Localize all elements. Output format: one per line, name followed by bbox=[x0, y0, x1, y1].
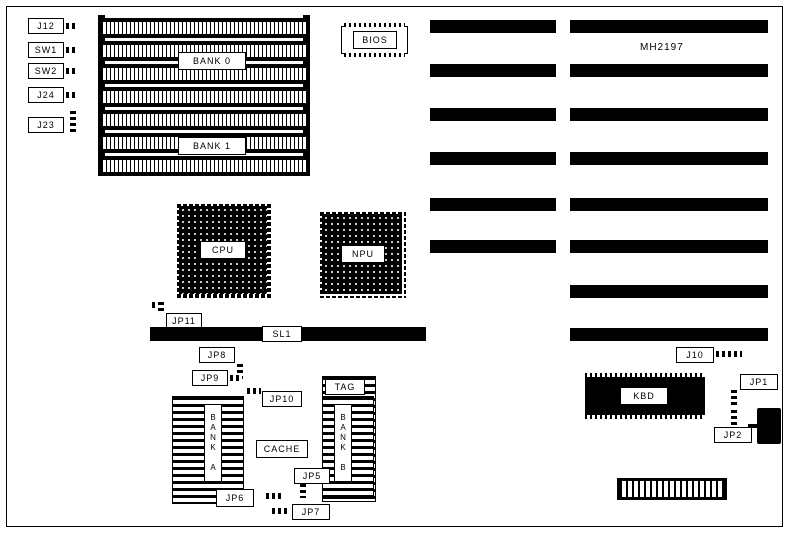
jumper-jp1[interactable]: JP1 bbox=[740, 374, 778, 390]
cpu-label: CPU bbox=[200, 241, 246, 259]
simm-latch-left bbox=[98, 84, 105, 90]
connector-j12[interactable]: J12 bbox=[28, 18, 64, 34]
connector-sw2-pins[interactable] bbox=[66, 68, 78, 74]
connector-j23[interactable]: J23 bbox=[28, 117, 64, 133]
jumper-jp9[interactable]: JP9 bbox=[192, 370, 228, 386]
cache-bank-b-text: B A N K B bbox=[340, 413, 346, 472]
jumper-jp5[interactable]: JP5 bbox=[294, 468, 330, 484]
expansion-slot-r5[interactable] bbox=[570, 198, 768, 211]
keyboard-port-lead bbox=[748, 424, 760, 428]
bank1-label: BANK 1 bbox=[178, 137, 246, 155]
simm-contacts bbox=[102, 91, 306, 103]
simm-contacts bbox=[102, 114, 306, 126]
sl1-label: SL1 bbox=[262, 326, 302, 342]
expansion-slot-l3[interactable] bbox=[430, 108, 556, 121]
bios-pins-bottom bbox=[344, 53, 405, 57]
simm-latch-right bbox=[303, 15, 310, 21]
jumper-jp7[interactable]: JP7 bbox=[292, 504, 330, 520]
jumper-jp11-pins-v[interactable] bbox=[158, 302, 164, 314]
connector-sw1-pins[interactable] bbox=[66, 47, 78, 53]
simm-latch-left bbox=[98, 15, 105, 21]
expansion-slot-r4[interactable] bbox=[570, 152, 768, 165]
connector-j23-pins[interactable] bbox=[70, 111, 76, 135]
jumper-jp6-pins[interactable] bbox=[266, 493, 282, 499]
jumper-jp2-pins[interactable] bbox=[731, 410, 737, 426]
expansion-slot-l6[interactable] bbox=[430, 240, 556, 253]
simm-latch-left bbox=[98, 153, 105, 159]
simm-socket-4[interactable] bbox=[98, 87, 310, 107]
expansion-slot-r6[interactable] bbox=[570, 240, 768, 253]
jumper-jp10-pins[interactable] bbox=[247, 388, 261, 394]
bank0-label: BANK 0 bbox=[178, 52, 246, 70]
jumper-jp7-pins[interactable] bbox=[272, 508, 288, 514]
jumper-jp6[interactable]: JP6 bbox=[216, 489, 254, 507]
expansion-slot-r2[interactable] bbox=[570, 64, 768, 77]
front-panel-connector-pins bbox=[620, 481, 724, 497]
expansion-slot-l1[interactable] bbox=[430, 20, 556, 33]
connector-j24[interactable]: J24 bbox=[28, 87, 64, 103]
expansion-slot-r3[interactable] bbox=[570, 108, 768, 121]
simm-contacts bbox=[102, 160, 306, 172]
kbd-pins-top bbox=[585, 373, 705, 377]
expansion-slot-l5[interactable] bbox=[430, 198, 556, 211]
simm-socket-5[interactable] bbox=[98, 110, 310, 130]
board-part-number: MH2197 bbox=[640, 42, 684, 53]
cache-bank-a-text: B A N K A bbox=[210, 413, 216, 472]
connector-j24-pins[interactable] bbox=[66, 92, 78, 98]
simm-latch-right bbox=[303, 61, 310, 67]
connector-sw2[interactable]: SW2 bbox=[28, 63, 64, 79]
bios-label: BIOS bbox=[353, 31, 397, 49]
expansion-slot-r1[interactable] bbox=[570, 20, 768, 33]
simm-latch-right bbox=[303, 130, 310, 136]
jumper-jp5-pins[interactable] bbox=[300, 484, 306, 498]
simm-latch-left bbox=[98, 38, 105, 44]
kbd-pins-bottom bbox=[585, 415, 705, 419]
keyboard-port[interactable] bbox=[757, 408, 781, 444]
cache-label: CACHE bbox=[256, 440, 308, 458]
simm-latch-left bbox=[98, 61, 105, 67]
simm-latch-left bbox=[98, 107, 105, 113]
jumper-j10-pins[interactable] bbox=[716, 351, 742, 357]
jumper-jp8[interactable]: JP8 bbox=[199, 347, 235, 363]
expansion-slot-l4[interactable] bbox=[430, 152, 556, 165]
npu-label: NPU bbox=[341, 245, 385, 263]
simm-contacts bbox=[102, 22, 306, 34]
jumper-jp10[interactable]: JP10 bbox=[262, 391, 302, 407]
jumper-jp9-pins[interactable] bbox=[230, 375, 242, 381]
cache-bank-b-label bbox=[334, 404, 352, 482]
simm-socket-7[interactable] bbox=[98, 156, 310, 176]
simm-latch-left bbox=[98, 130, 105, 136]
front-panel-connector[interactable] bbox=[617, 478, 727, 500]
jumper-jp11[interactable]: JP11 bbox=[166, 313, 202, 329]
expansion-slot-r7[interactable] bbox=[570, 285, 768, 298]
simm-latch-right bbox=[303, 107, 310, 113]
bios-pins-top bbox=[344, 23, 405, 27]
jumper-jp1-pins[interactable] bbox=[731, 390, 737, 406]
simm-latch-right bbox=[303, 84, 310, 90]
simm-latch-right bbox=[303, 38, 310, 44]
kbd-label: KBD bbox=[620, 387, 668, 405]
tag-label: TAG bbox=[325, 379, 365, 395]
simm-socket-1[interactable] bbox=[98, 18, 310, 38]
expansion-slot-l2[interactable] bbox=[430, 64, 556, 77]
jumper-j10[interactable]: J10 bbox=[676, 347, 714, 363]
jumper-jp2[interactable]: JP2 bbox=[714, 427, 752, 443]
cache-bank-a-label bbox=[204, 404, 222, 482]
connector-j12-pins[interactable] bbox=[66, 23, 78, 29]
connector-sw1[interactable]: SW1 bbox=[28, 42, 64, 58]
simm-latch-right bbox=[303, 153, 310, 159]
expansion-slot-r8[interactable] bbox=[570, 328, 768, 341]
